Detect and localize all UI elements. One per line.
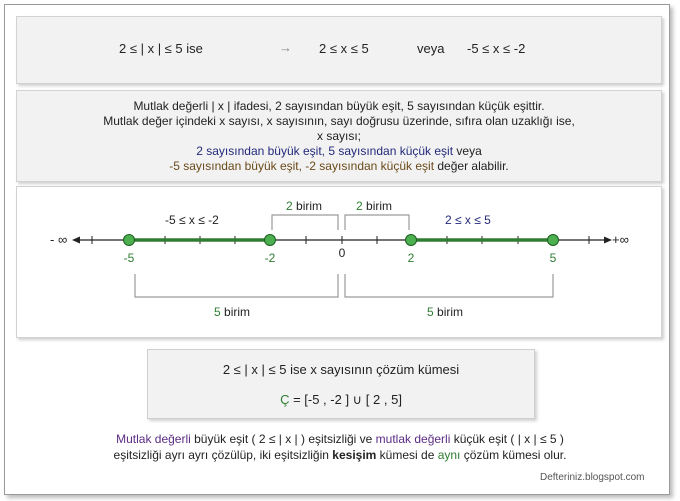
tick-label-minus-5: -5	[123, 251, 135, 265]
left-gap-unit: birim	[292, 199, 323, 213]
right-gap-label	[356, 199, 392, 213]
right-gap-bracket	[345, 215, 409, 230]
explanation-line-2: Mutlak değer içindeki x sayısı, x sayısının, sayı doğrusu üzerinde, sıfıra olan uzaklığı ise,	[103, 114, 575, 128]
left-span-unit: birim	[220, 305, 251, 319]
point-plus-5	[548, 235, 559, 246]
point-minus-5	[124, 235, 135, 246]
negative-interval: -5 ≤ x ≤ -2	[467, 41, 526, 56]
bottom-text-b: büyük eşit ( 2 ≤ | x | ) eşitsizliği ve	[190, 432, 376, 446]
neg-infinity-label: - ∞	[50, 232, 68, 247]
abs-word-1: Mutlak değerli	[116, 432, 191, 446]
right-interval-label: 2 ≤ x ≤ 5	[445, 213, 491, 227]
point-plus-2	[406, 235, 417, 246]
abs-inequality: 2 ≤ | x | ≤ 5 ise	[119, 41, 203, 56]
bottom-text-i: çözüm kümesi olur.	[460, 448, 567, 462]
arrow-icon: →	[279, 40, 292, 55]
left-span-bracket	[135, 274, 338, 297]
bottom-text-e: eşitsizliği ayrı ayrı çözülüp, iki eşitsizliğin	[113, 448, 333, 462]
left-span-number: 5	[214, 305, 221, 319]
tick-label-plus-5: 5	[549, 251, 557, 265]
left-gap-number: 2	[286, 199, 293, 213]
intersection-word: kesişim	[332, 448, 377, 462]
solution-set-symbol: Ç	[280, 392, 290, 407]
watermark: Defteriniz.blogspot.com	[540, 472, 645, 483]
left-gap-bracket	[272, 215, 338, 230]
value-suffix: değer alabilir.	[434, 159, 509, 173]
right-span-bracket	[345, 274, 553, 297]
right-arrow-icon	[604, 237, 612, 244]
bottom-line-2	[10, 448, 670, 462]
solution-set-value: = [-5 , -2 ] ∪ [ 2 , 5]	[289, 392, 402, 407]
left-interval-label: -5 ≤ x ≤ -2	[165, 213, 219, 227]
solution-statement: 2 ≤ | x | ≤ 5 ise x sayısının çözüm kümesi	[222, 362, 460, 377]
left-gap-label	[286, 199, 322, 213]
right-span-number: 5	[427, 305, 434, 319]
same-word: aynı	[437, 448, 461, 462]
tick-label-zero: 0	[338, 246, 346, 260]
point-minus-2	[265, 235, 276, 246]
or-word: veya	[417, 41, 445, 56]
positive-interval: 2 ≤ x ≤ 5	[319, 41, 369, 56]
positive-range-text: 2 sayısından büyük eşit, 5 sayısından küçük eşit	[196, 144, 454, 158]
solution-box	[147, 349, 535, 419]
bottom-text-d: küçük eşit ( | x | ≤ 5 )	[450, 432, 564, 446]
tick-label-plus-2: 2	[407, 251, 415, 265]
pos-infinity-label: +∞	[612, 232, 629, 247]
or-suffix: veya	[453, 144, 482, 158]
explanation-line-1: Mutlak değerli | x | ifadesi, 2 sayısından büyük eşit, 5 sayısından küçük eşittir.	[133, 99, 545, 113]
bottom-text-g: kümesi de	[376, 448, 438, 462]
explanation-line-3: x sayısı;	[316, 129, 361, 143]
right-gap-number: 2	[356, 199, 363, 213]
bottom-line-1	[10, 432, 670, 446]
right-span-label	[427, 305, 463, 319]
right-gap-unit: birim	[362, 199, 393, 213]
solution-set	[148, 392, 534, 408]
left-arrow-icon	[72, 237, 80, 244]
negative-range-text: -5 sayısından büyük eşit, -2 sayısından küçük eşit	[169, 159, 435, 173]
right-span-unit: birim	[433, 305, 464, 319]
tick-label-minus-2: -2	[264, 251, 276, 265]
abs-word-2: mutlak değerli	[375, 432, 451, 446]
left-span-label	[214, 305, 250, 319]
